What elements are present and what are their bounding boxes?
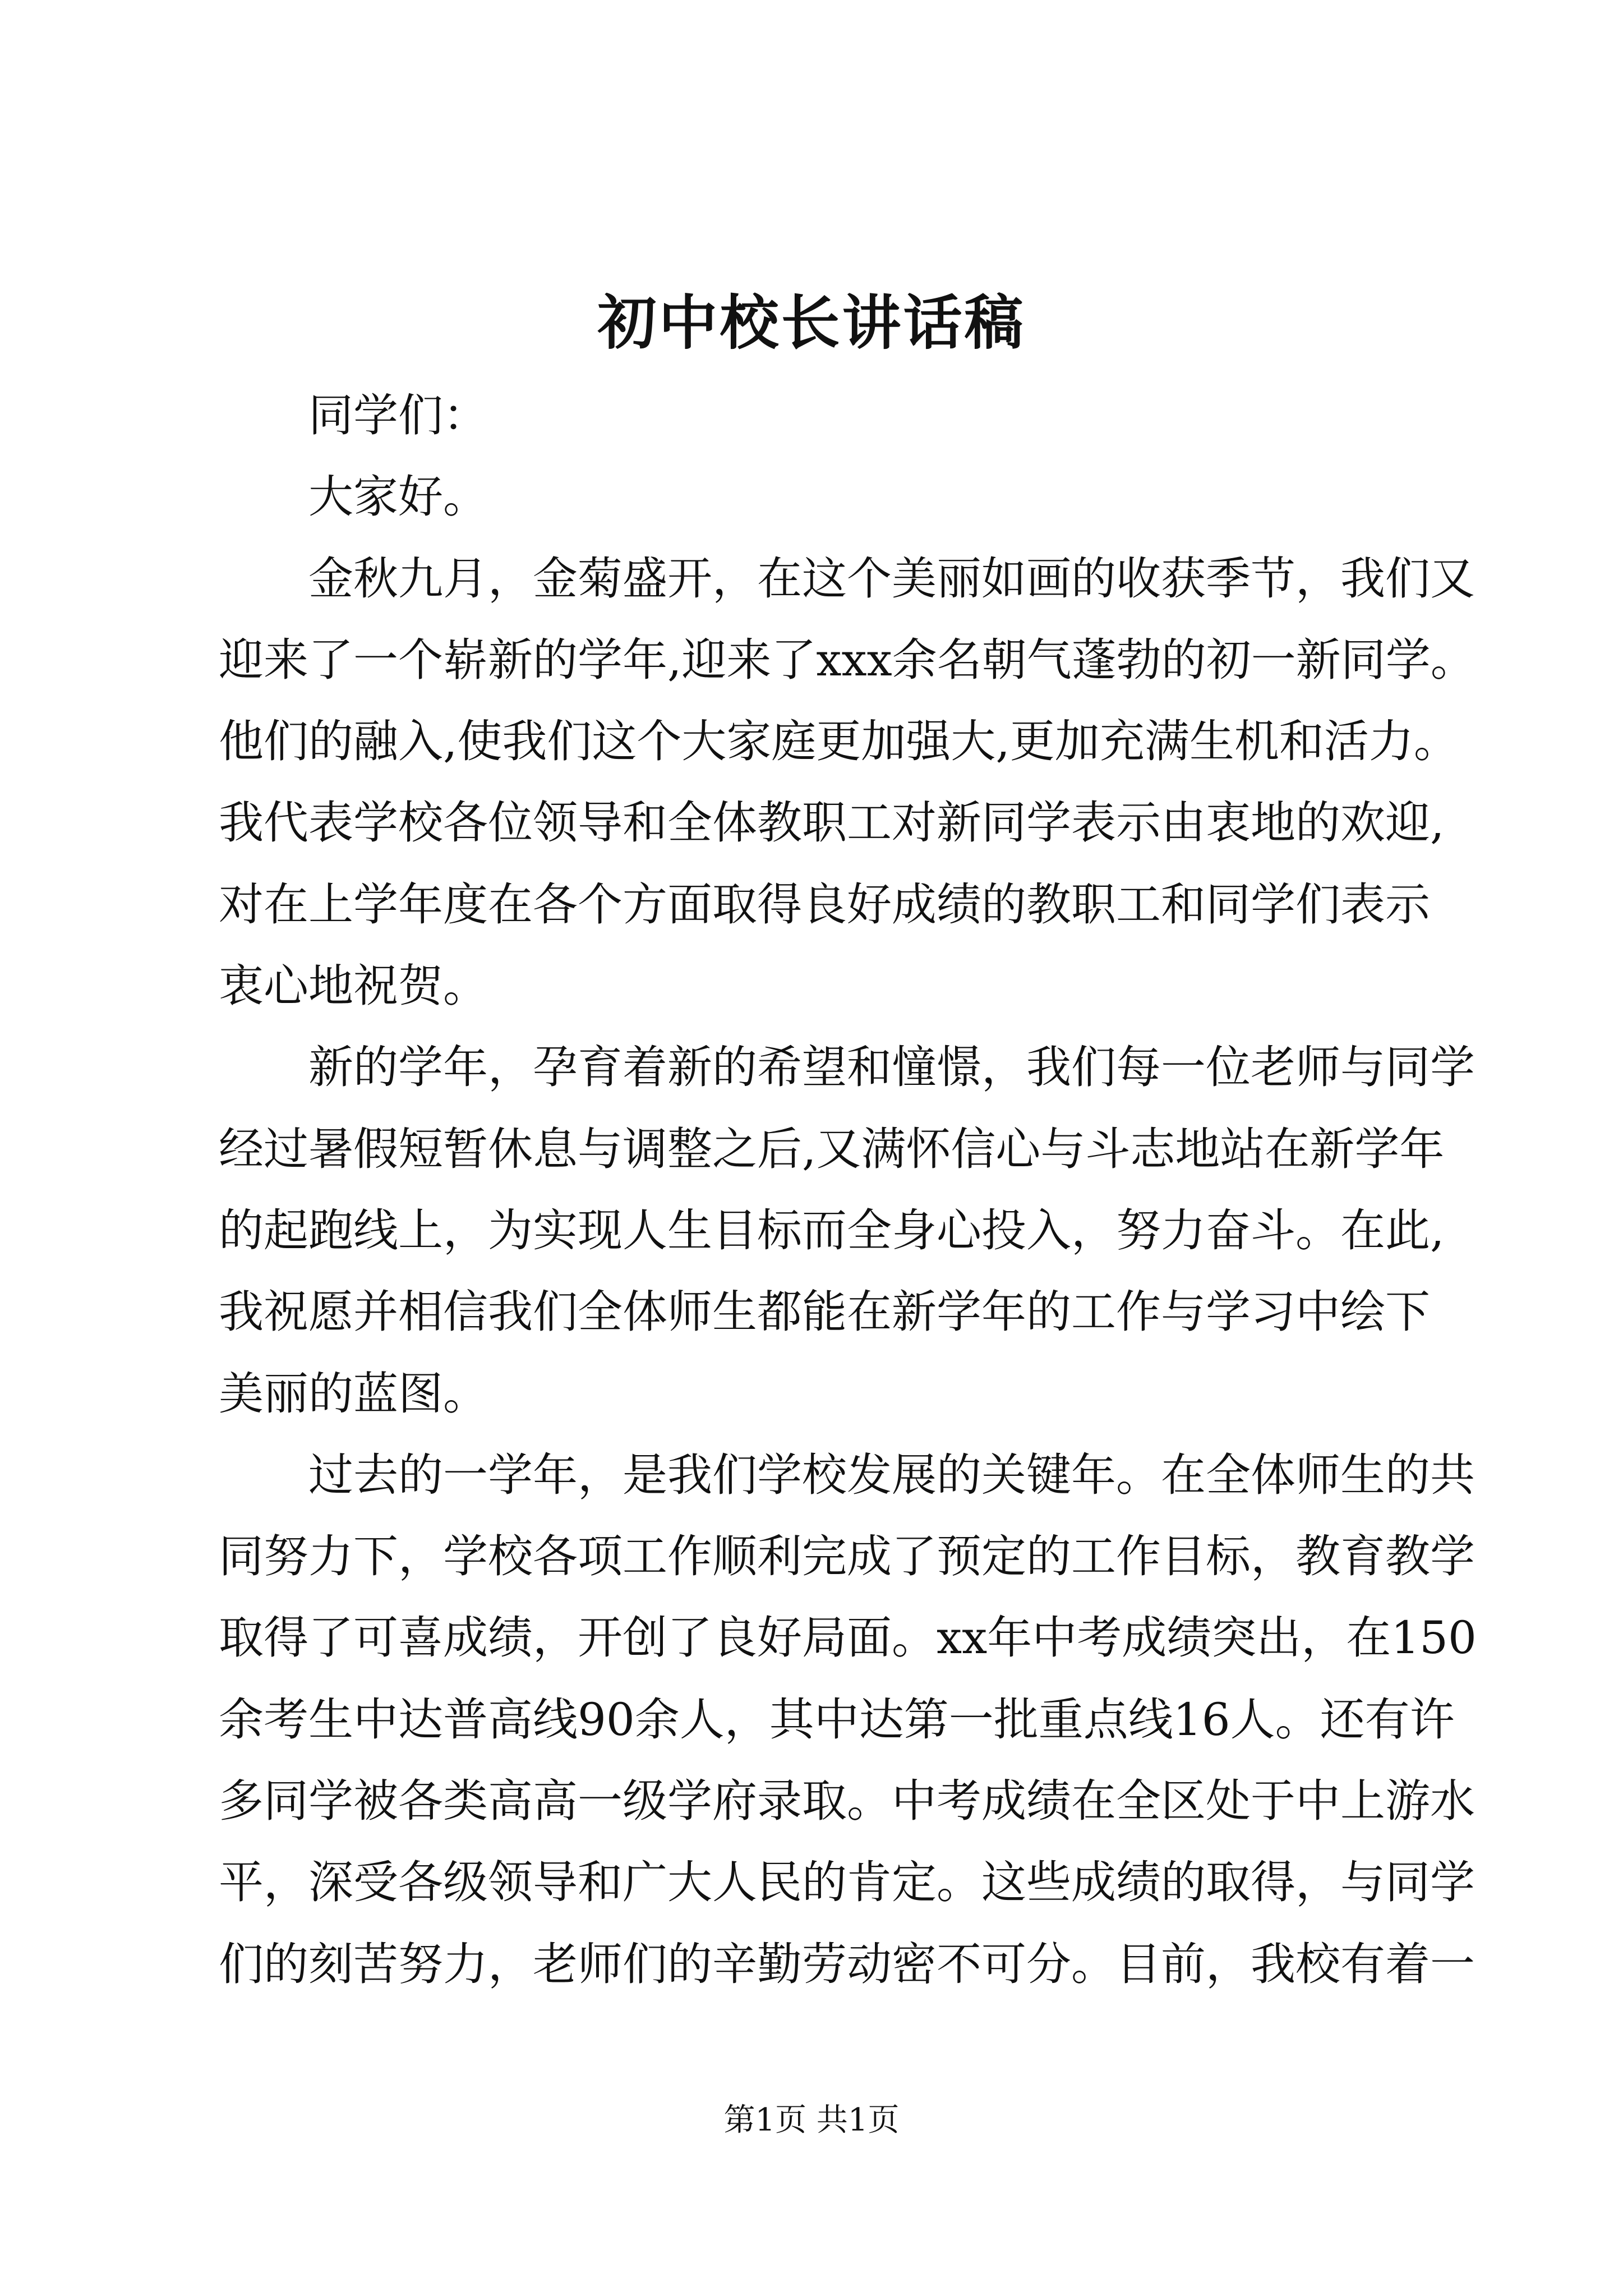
paragraph-line: 余考生中达普高线90余人，其中达第一批重点线16人。还有许 [219,1693,1455,1746]
paragraph-line: 过去的一学年，是我们学校发展的关键年。在全体师生的共 [308,1448,1475,1501]
paragraph-line: 新的学年，孕育着新的希望和憧憬，我们每一位老师与同学 [308,1041,1475,1094]
paragraph-line: 我代表学校各位领导和全体教职工对新同学表示由衷地的欢迎, [219,797,1445,849]
salutation-line: 同学们： [308,389,488,441]
paragraph-line: 多同学被各类高高一级学府录取。中考成绩在全区处于中上游水 [219,1775,1475,1828]
paragraph-line: 平，深受各级领导和广大人民的肯定。这些成绩的取得，与同学 [219,1856,1475,1909]
paragraph-line: 对在上学年度在各个方面取得良好成绩的教职工和同学们表示 [219,878,1430,931]
paragraph-line: 同努力下，学校各项工作顺利完成了预定的工作目标，教育教学 [219,1530,1475,1583]
paragraph-line: 金秋九月，金菊盛开，在这个美丽如画的收获季节，我们又 [308,552,1475,605]
paragraph-line: 的起跑线上，为实现人生目标而全身心投入，努力奋斗。在此, [219,1204,1445,1257]
paragraph-line: 们的刻苦努力，老师们的辛勤劳动密不可分。目前，我校有着一 [219,1938,1475,1990]
paragraph-line: 美丽的蓝图。 [219,1367,488,1420]
paragraph-line: 他们的融入,使我们这个大家庭更加强大,更加充满生机和活力。 [219,715,1459,768]
document-body [219,375,1477,2005]
document-title: 初中校长讲话稿 [597,288,1026,357]
paragraph-line: 取得了可喜成绩，开创了良好局面。xx年中考成绩突出，在150 [219,1612,1477,1664]
greeting-line: 大家好。 [308,471,488,523]
paragraph-line: 我祝愿并相信我们全体师生都能在新学年的工作与学习中绘下 [219,1286,1430,1338]
paragraph-line: 衷心地祝贺。 [219,960,488,1013]
paragraph-line: 经过暑假短暂休息与调整之后,又满怀信心与斗志地站在新学年 [219,1122,1445,1175]
page-footer: 第1页 共1页 [723,2102,900,2138]
paragraph-line: 迎来了一个崭新的学年,迎来了xxx余名朝气蓬勃的初一新同学。 [219,633,1476,686]
